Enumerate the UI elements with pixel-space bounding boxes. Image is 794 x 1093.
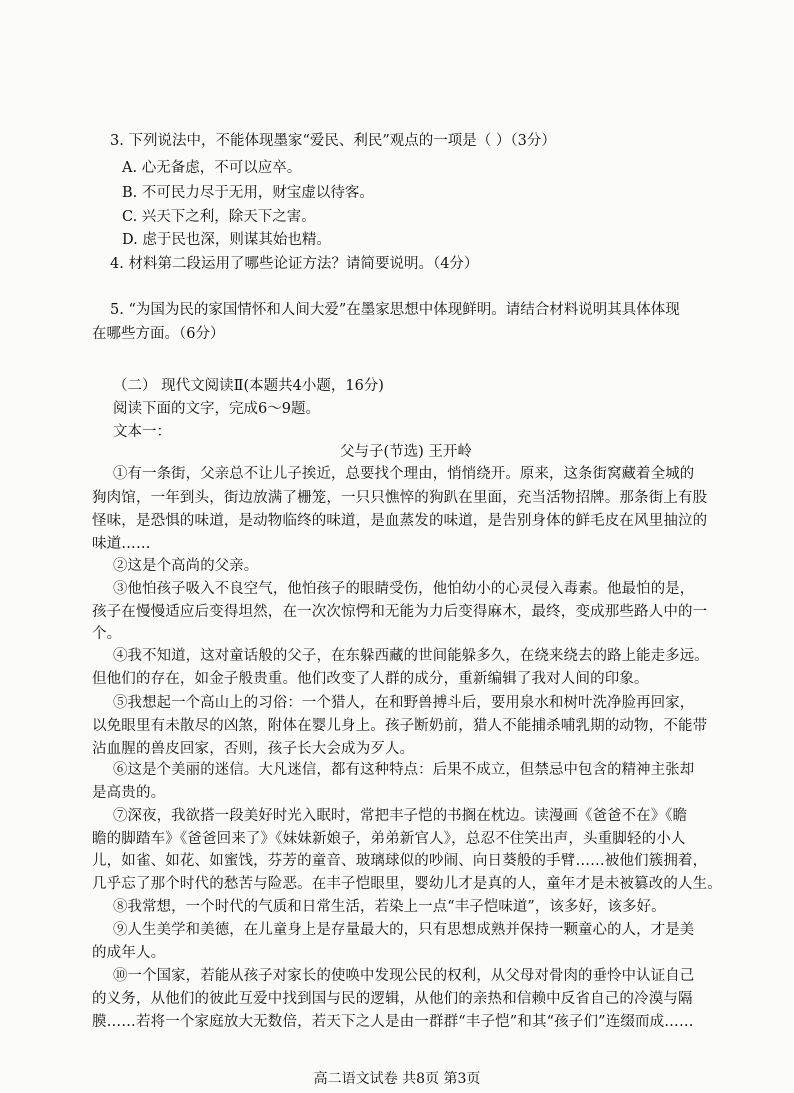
text-label: 文本一： [113, 424, 171, 440]
paragraph-9-line-2: 的成年人。 [92, 945, 166, 961]
paragraph-4-line-1: ④我不知道，这对童话般的父子，在东躲西藏的世间能躲多久，在绕来绕去的路上能走多远。 [113, 648, 709, 664]
paragraph-7-line-2: 瞻的脚踏车》《爸爸回来了》《妹妹新娘子，弟弟新官人》，总忍不住笑出声，头重脚轻的小人 [92, 831, 686, 847]
paragraph-7-line-1: ⑦深夜，我欲搭一段美好时光入眠时，常把丰子恺的书搁在枕边。读漫画《爸爸不在》《瞻 [113, 808, 688, 824]
question-3-option-c: C. 兴天下之利，除天下之害。 [122, 209, 316, 225]
question-3-option-d: D. 虑于民也深，则谋其始也精。 [122, 232, 331, 248]
paragraph-6-line-2: 是高贵的。 [92, 785, 166, 801]
section-instruction: 阅读下面的文字，完成6～9题。 [113, 401, 320, 417]
paragraph-10-line-1: ⑩一个国家，若能从孩子对家长的使唤中发现公民的权利，从父母对骨肉的垂怜中认证自己 [113, 968, 695, 984]
paragraph-7-line-3: 儿，如雀、如花、如蜜饯，芬芳的童音、玻璃球似的吵闹、向日葵般的手臂……被他们簇拥着， [92, 853, 708, 869]
paragraph-3-line-1: ③他怕孩子吸入不良空气，他怕孩子的眼睛受伤，他怕幼小的心灵侵入毒素。他最怕的是， [113, 581, 695, 597]
paragraph-1-line-1: ①有一条街，父亲总不让儿子挨近，总要找个理由，悄悄绕开。原来，这条街窝藏着全城的 [113, 466, 695, 482]
paragraph-3-line-2: 孩子在慢慢适应后变得坦然，在一次次惊愕和无能为力后变得麻木，最终，变成那些路人中的一 [92, 604, 708, 620]
article-title: 父与子(节选) 王开岭 [340, 444, 472, 460]
paragraph-4-line-2: 但他们的存在，如金子般贵重。他们改变了人群的成分，重新编辑了我对人间的印象。 [92, 671, 649, 687]
paragraph-7-line-4: 几乎忘了那个时代的愁苦与险恶。在丰子恺眼里，婴幼儿才是真的人，童年才是未被篡改的人生。 [92, 876, 722, 892]
section-heading: （二） 现代文阅读Ⅱ(本题共4小题，16分) [113, 378, 384, 394]
paragraph-3-line-3: 个。 [92, 626, 122, 642]
question-3-option-a: A. 心无备虑，不可以应卒。 [122, 160, 302, 176]
paragraph-1-line-4: 味道…… [92, 536, 151, 552]
question-4: 4. 材料第二段运用了哪些论证方法？请简要说明。（4分） [110, 256, 479, 272]
paragraph-10-line-2: 的义务，从他们的彼此互爱中找到国与民的逻辑，从他们的亲热和信赖中反省自己的冷漠与隔 [92, 991, 693, 1007]
paragraph-5-line-1: ⑤我想起一个高山上的习俗：一个猎人，在和野兽搏斗后，要用泉水和树叶洗净脸再回家， [113, 695, 695, 711]
paragraph-1-line-3: 怪味，是恐惧的味道，是动物临终的味道，是血蒸发的味道，是告别身体的鲜毛皮在风里抽泣的 [92, 513, 708, 529]
question-3-option-b: B. 不可民力尽于无用，财宝虚以待客。 [122, 185, 374, 201]
question-3-stem: 3. 下列说法中，不能体现墨家“爱民、利民”观点的一项是（ ）（3分） [110, 133, 556, 149]
question-5-line-2: 在哪些方面。（6分） [92, 326, 225, 342]
question-5-line-1: 5. “为国为民的家国情怀和人间大爱”在墨家思想中体现鲜明。请结合材料说明其具体体现 [110, 302, 680, 318]
paragraph-2-line-1: ②这是个高尚的父亲。 [113, 558, 259, 574]
paragraph-9-line-1: ⑨人生美学和美德，在儿童身上是存量最大的，只有思想成熟并保持一颗童心的人，才是美 [113, 922, 695, 938]
page-footer: 高二语文试卷 共8页 第3页 [313, 1071, 481, 1087]
paragraph-10-line-3: 膜……若将一个家庭放大无数倍，若天下之人是由一群群“丰子恺”和其“孩子们”连缀而成…… [92, 1014, 694, 1030]
paragraph-5-line-2: 以免眼里有未散尽的凶煞，附体在婴儿身上。孩子断奶前，猎人不能捕杀哺乳期的动物，不能带 [92, 718, 708, 734]
paragraph-6-line-1: ⑥这是个美丽的迷信。大凡迷信，都有这种特点：后果不成立，但禁忌中包含的精神主张却 [113, 762, 695, 778]
paragraph-5-line-3: 沾血腥的兽皮回家，否则，孩子长大会成为歹人。 [92, 741, 415, 757]
paragraph-8-line-1: ⑧我常想，一个时代的气质和日常生活，若染上一点“丰子恺味道”，该多好，该多好。 [113, 899, 666, 915]
paragraph-1-line-2: 狗肉馆，一年到头，街边放满了栅笼，一只只憔悴的狗趴在里面，充当活物招牌。那条街上有股 [92, 490, 708, 506]
